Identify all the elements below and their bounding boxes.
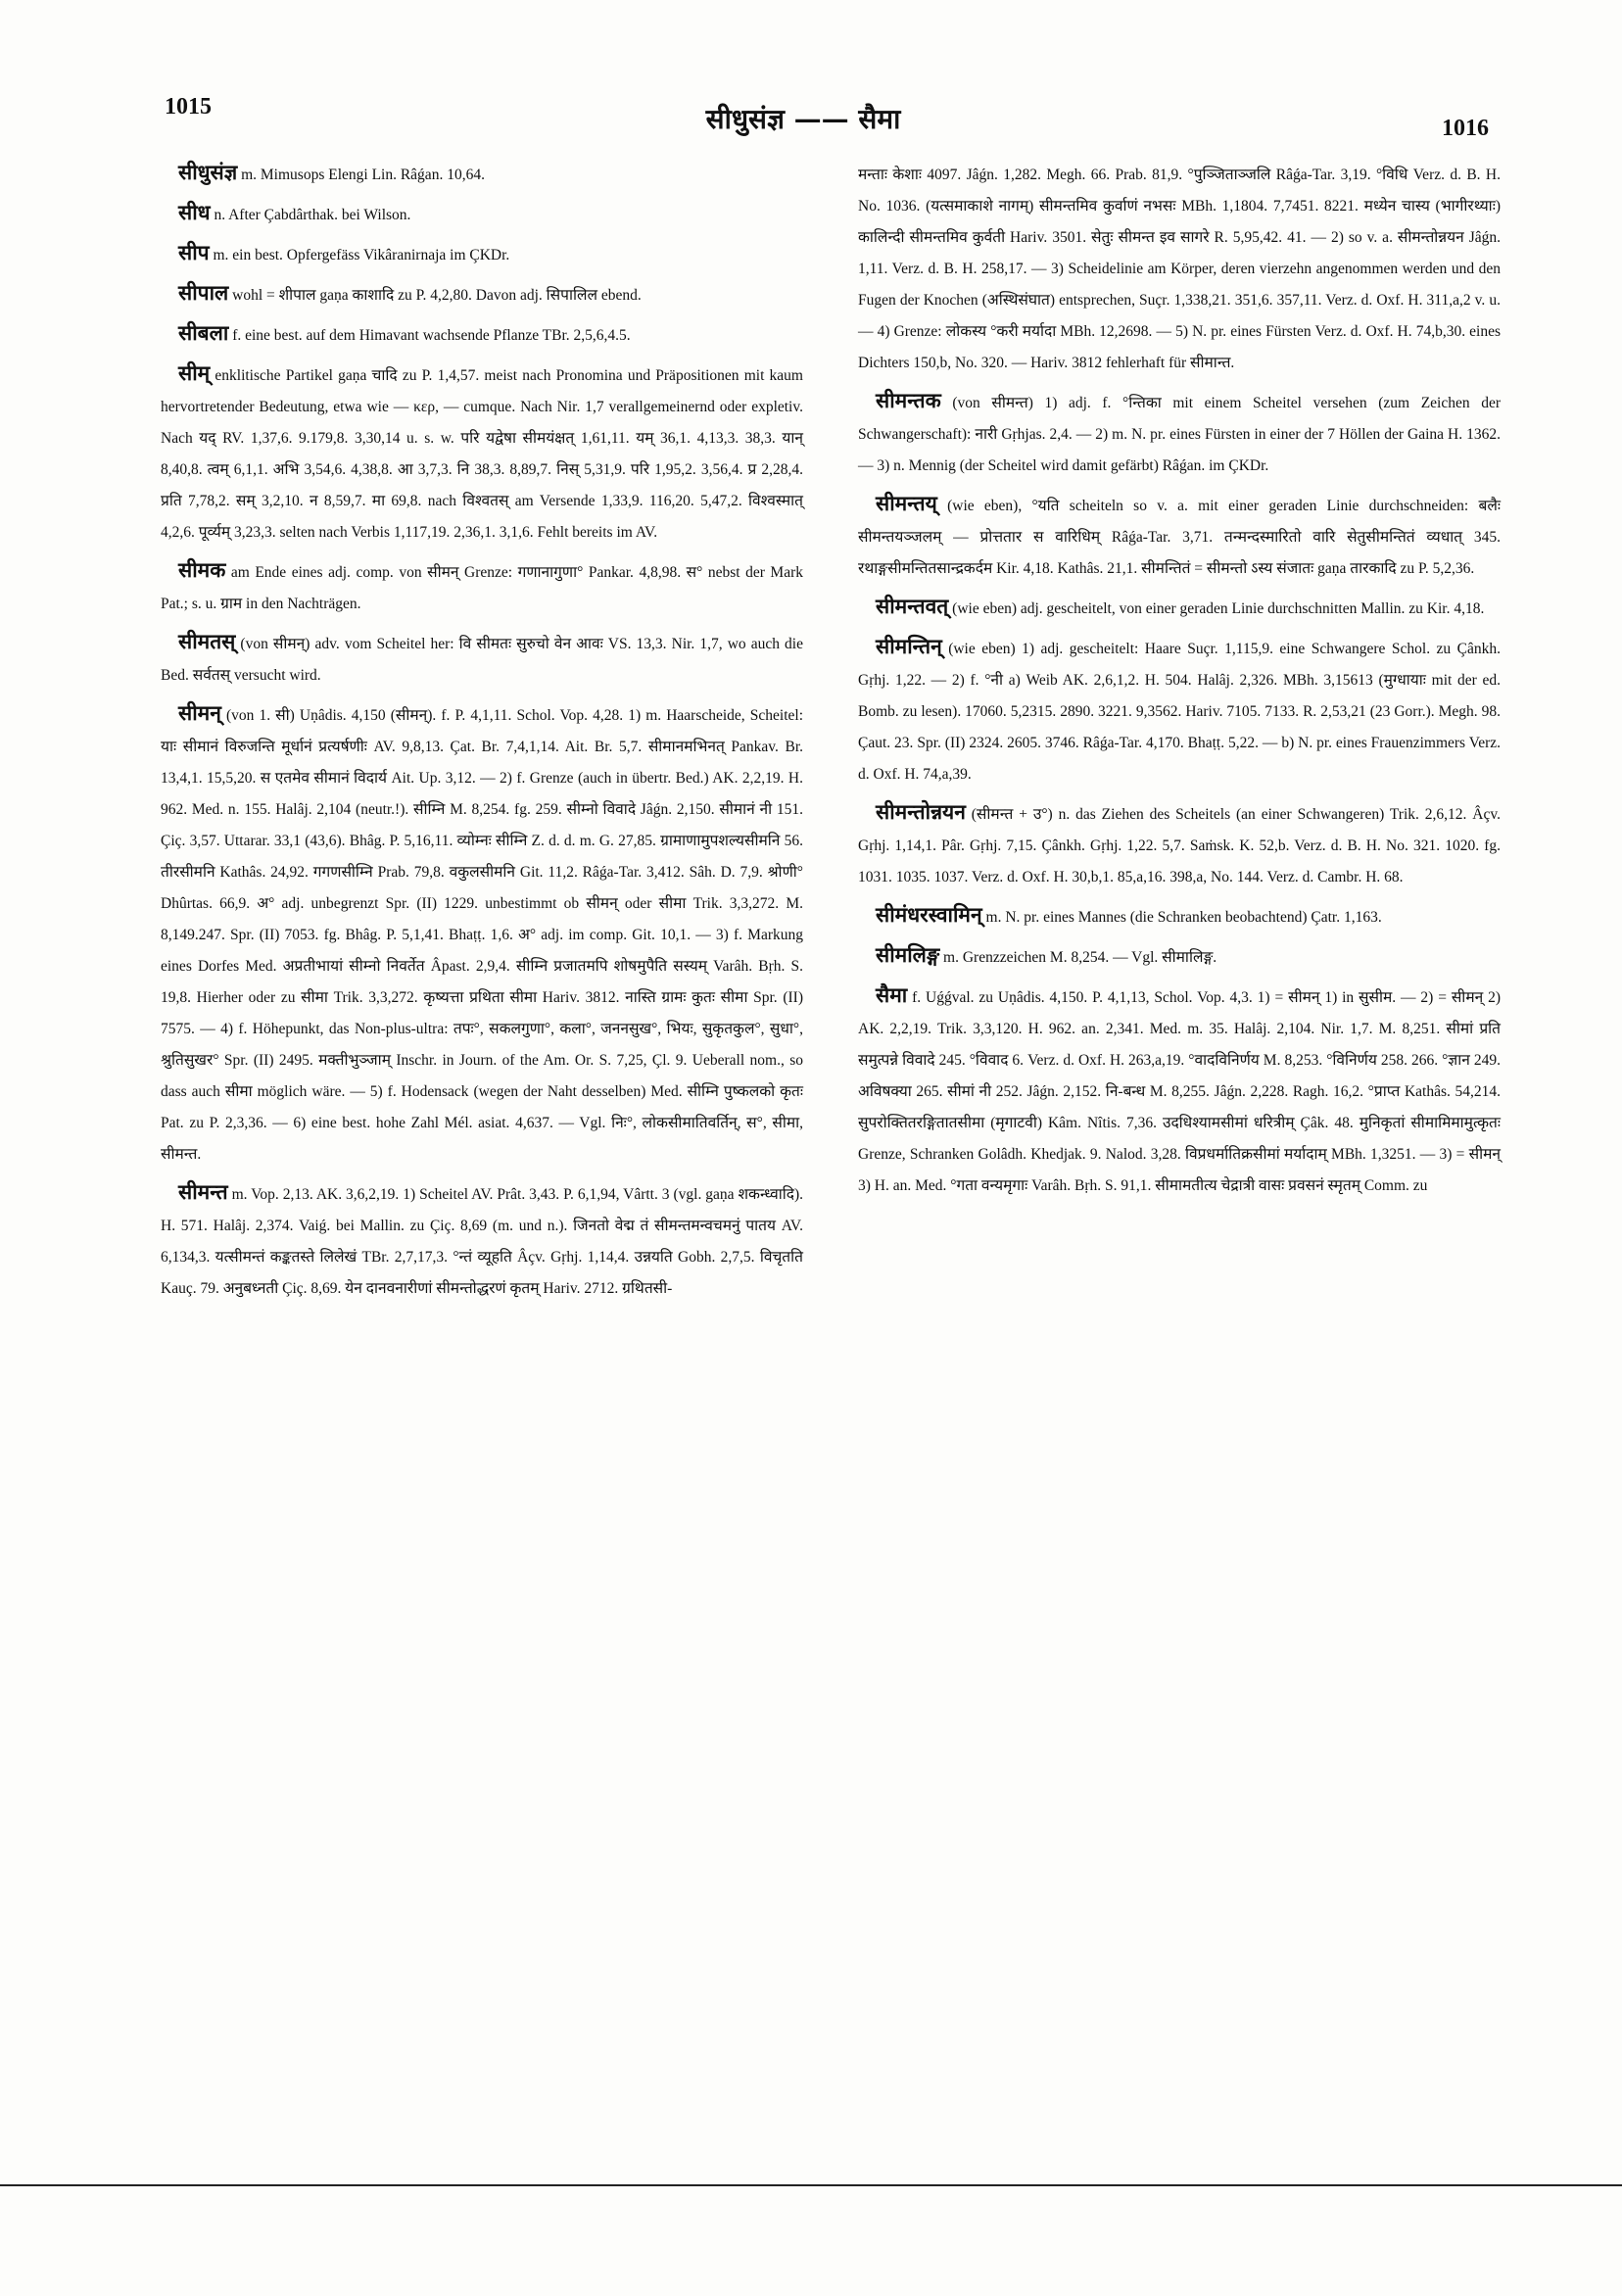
entry-text: (von 1. सी) Uṇâdis. 4,150 (सीमन्). f. P. 4,1,11. Schol. Vop. 4,28. 1) m. Haarscheide, Scheitel: याः सीमानं विरुजन्ति मूर्धानं प्रत्यर्षणीः AV. 9,8,13. Çat. Br. 7,4,1,14. Ait. Br. 5,7. सीमानमभिनत् Pankav. Br. 13,4,1. 15,5,20. स एतमेव सीमानं विदार्य Ait. Up. 3,12. — 2) f. Grenze (auch in übertr. Bed.) AK. 2,2,19. H. 962. Med. n. 155. Halâj. 2,104 (neutr.!). सीम्नि M. 8,254. fg. 259. सीम्नो विवादे Jâǵn. 2,150. सीमानं नी 151. Çiç. 3,57. Uttarar. 33,1 (43,6). Bhâg. P. 5,16,11. व्योम्नः सीम्नि Z. d. d. m. G. 27,85. ग्रामाणामुपशल्यसीमनि 56. तीरसीमनि Kathâs. 24,92. गगणसीम्नि Prab. 79,8. वकुलसीमनि Git. 11,2. Râǵa-Tar. 3,412. Sâh. D. 7,9. श्रोणी° Dhûrtas. 66,9. अ° adj. unbegrenzt Spr. (II) 1229. unbestimmt ob सीमन् oder सीमा Trik. 3,3,272. M. 8,149.247. Spr. (II) 7053. fg. Bhâg. P. 5,1,41. Bhaṭṭ. 1,6. अ° adj. im comp. Git. 10,1. — 3) f. Markung eines Dorfes Med. अप्रतीभायां सीम्नो निवर्तेत Âpast. 2,9,4. सीम्नि प्रजातमपि शोषमुपैति सस्यम् Varâh. Bṛh. S. 19,8. Hierher oder zu सीमा Trik. 3,3,272. कृष्यत्ता प्रथिता सीमा Hariv. 3812. नास्ति ग्रामः कुतः सीमा Spr. (II) 7575. — 4) f. Höhepunkt, das Non-plus-ultra: तपः°, सकलगुणा°, कला°, जननसुख°, भियः, सुकृतकुल°, सुधा°, श्रुतिसुखर° Spr. (II) 2495. मक्तीभुञ्जाम् Inschr. in Journ. of the Am. Or. S. 7,25, Çl. 9. Ueberall nom., so dass auch सीमा möglich wäre. — 5) f. Hodensack (wegen der Naht desselben) Med. सीम्नि पुष्कलको कृतः Pat. zu P. 2,3,36. — 6) eine best. hohe Zahl Mél. asiat. 4,637. — Vgl. निः°, लोकसीमातिवर्तिन्, स°, सीमा, सीमन्त. <box>161 707 803 1163</box>
entry-text: (wie eben) adj. gescheitelt, von einer geraden Linie durchschnitten Mallin. zu Kir. 4,18. <box>948 600 1485 617</box>
dictionary-entry <box>858 631 1501 790</box>
dictionary-entry <box>858 488 1501 585</box>
entry-headword: सीमन्तोन्नयन <box>876 800 966 824</box>
entry-headword: सीमन् <box>178 701 221 725</box>
entry-text: (von सीमन्) adv. vom Scheitel her: वि सीमतः सुरुचो वेन आवः VS. 13,3. Nir. 1,7, wo auch die Bed. सर्वतस् versucht wird. <box>161 636 803 684</box>
dictionary-entry <box>858 939 1501 974</box>
entry-text: f. eine best. auf dem Himavant wachsende Pflanze TBr. 2,5,6,4.5. <box>228 327 631 344</box>
dictionary-entry <box>858 980 1501 1202</box>
entry-text: m. N. pr. eines Mannes (die Schranken beobachtend) Çatr. 1,163. <box>981 909 1382 926</box>
entry-text: am Ende eines adj. comp. von सीमन् Grenze: गणानागुणा° Pankar. 4,8,98. स° nebst der Mark Pat.; s. u. ग्राम in den Nachträgen. <box>161 564 803 612</box>
dictionary-entry <box>858 385 1501 482</box>
entry-headword: सीमलिङ्ग <box>876 943 940 967</box>
entry-headword: सीधुसंज्ञ <box>178 161 238 184</box>
dictionary-entry <box>858 796 1501 893</box>
entry-text: wohl = शीपाल gaṇa काशादि zu P. 4,2,80. Davon adj. सिपालिल ebend. <box>228 287 642 304</box>
entry-text: m. ein best. Opfergefäss Vikâranirnaja im ÇKDr. <box>209 247 510 263</box>
right-column <box>858 157 1501 1208</box>
dictionary-entry-continued <box>858 157 1501 379</box>
dictionary-entry <box>161 237 803 271</box>
entry-headword: सैमा <box>876 983 908 1007</box>
dictionary-entry <box>161 554 803 620</box>
dictionary-entry <box>161 697 803 1171</box>
entry-headword: सीमंधरस्वामिन् <box>876 903 982 927</box>
dictionary-entry <box>161 1176 803 1305</box>
dictionary-entry <box>161 277 803 311</box>
bottom-rule <box>0 2184 1622 2186</box>
dictionary-entry <box>161 317 803 352</box>
entry-text: (von सीमन्त) 1) adj. f. °न्तिका mit einem Scheitel versehen (zum Zeichen der Schwangerschaft): नारी Gṛhjas. 2,4. — 2) m. N. pr. eines Fürsten in einer der 7 Höllen der Gaina H. 1362. — 3) n. Mennig (der Scheitel wird damit gefärbt) Râǵan. im ÇKDr. <box>858 395 1501 474</box>
entry-headword: सीमतस् <box>178 630 236 653</box>
entry-headword: सीमन्तवत् <box>876 595 949 618</box>
entry-text: n. After Çabdârthak. bei Wilson. <box>210 207 411 223</box>
dictionary-entry <box>161 197 803 231</box>
entry-headword: सीमन्तिन् <box>876 635 942 658</box>
entry-text: enklitische Partikel gaṇa चादि zu P. 1,4,57. meist nach Pronomina und Präpositionen mit kaum hervortretender Bedeutung, etwa wie — κερ, — cumque. Nach Nir. 1,7 verallgemeinernd oder expletiv. Nach यद् RV. 1,37,6. 9.179,8. 3,30,14 u. s. w. परि यद्वेषा सीमयंक्षत् 1,61,11. यम् 36,1. 4,13,3. 38,3. यान् 8,40,8. त्वम् 6,1,1. अभि 3,54,6. 4,38,8. आ 3,7,3. नि 38,3. 8,89,7. निस् 5,31,9. परि 1,95,2. 3,56,4. प्र 2,28,4. प्रति 7,78,2. सम् 3,2,10. न 8,59,7. मा 69,8. nach विश्वतस् am Versende 1,33,9. 116,20. 5,47,2. विश्वस्मात् 4,2,6. पूर्व्यम् 3,23,3. selten nach Verbis 1,117,19. 2,36,1. 3,1,6. Fehlt bereits im AV. <box>161 367 803 541</box>
page-number-right: 1016 <box>1442 116 1489 141</box>
entry-text: (सीमन्त + उ°) n. das Ziehen des Scheitels (an einer Schwangeren) Trik. 2,6,12. Âçv. Gṛhj. 1,14,1. Pâr. Gṛhj. 7,15. Çânkh. Gṛhj. 1,22. 5,7. Saṁsk. K. 52,b. Verz. d. B. H. No. 321. 1020. fg. 1031. 1035. 1037. Verz. d. Oxf. H. 30,b,1. 85,a,16. 398,a, No. 144. Verz. d. Cambr. H. 68. <box>858 806 1501 885</box>
page-number-left: 1015 <box>165 94 212 120</box>
entry-text: मन्ताः केशाः 4097. Jâǵn. 1,282. Megh. 66. Prab. 81,9. °पुञ्जिताञ्जलि Râǵa-Tar. 3,19. °विधि Verz. d. B. H. No. 1036. (यत्समाकाशे नागम्) सीमन्तमिव कुर्वाणं नभसः MBh. 1,1804. 7,7451. 8221. मध्येन चास्य (भागीरथ्याः) कालिन्दी सीमन्तमिव कुर्वती Hariv. 3501. सेतुः सीमन्त इव सागरे R. 5,95,42. 41. — 2) so v. a. सीमन्तोन्नयन Jâǵn. 1,11. Verz. d. B. H. 258,17. — 3) Scheidelinie am Körper, deren vierzehn angenommen werden und den Fugen der Knochen (अस्थिसंघात) entsprechen, Suçr. 1,338,21. 351,6. 357,11. Verz. d. Oxf. H. 311,a,2 v. u. — 4) Grenze: लोकस्य °करी मर्यादा MBh. 12,2698. — 5) N. pr. eines Fürsten Verz. d. Oxf. H. 74,b,30. eines Dichters 150,b, No. 320. — Hariv. 3812 fehlerhaft für सीमान्त. <box>858 167 1501 371</box>
entry-text: m. Vop. 2,13. AK. 3,6,2,19. 1) Scheitel AV. Prât. 3,43. P. 6,1,94, Vârtt. 3 (vgl. gaṇa शकन्ध्वादि). H. 571. Halâj. 2,374. Vaiǵ. bei Mallin. zu Çiç. 8,69 (m. und n.). जिनतो वेद्म तं सीमन्तमन्वचमनुं पातय AV. 6,134,3. यत्सीमन्तं कङ्कतस्ते लिलेखं TBr. 2,7,17,3. °न्तं व्यूहति Âçv. Gṛhj. 1,14,4. उन्नयति Gobh. 2,7,5. विचृतति Kauç. 79. अनुबध्नती Çiç. 8,69. येन दानवनारीणां सीमन्तोद्धरणं कृतम् Hariv. 2712. ग्रथितसी- <box>161 1186 803 1297</box>
left-column <box>161 157 803 1311</box>
entry-text: (wie eben) 1) adj. gescheitelt: Haare Suçr. 1,115,9. eine Schwangere Schol. zu Çânkh. Gṛhj. 1,22. — 2) f. °नी a) Weib AK. 2,6,1,2. H. 504. Halâj. 2,326. MBh. 3,15613 (मुग्धायाः mit der ed. Bomb. zu lesen). 17060. 5,2315. 2890. 3221. 9,3562. Hariv. 7105. 7133. R. 2,53,21 (23 Gorr.). Megh. 98. Çaut. 23. Spr. (II) 2324. 2605. 3746. Râǵa-Tar. 4,170. Bhaṭṭ. 5,22. — b) N. pr. eines Frauenzimmers Verz. d. Oxf. H. 74,a,39. <box>858 641 1501 783</box>
entry-headword: सीमन्त <box>178 1180 228 1204</box>
entry-headword: सीमन्तक <box>876 389 941 412</box>
dictionary-entry <box>161 626 803 692</box>
entry-headword: सीपाल <box>178 281 229 305</box>
entry-headword: सीमक <box>178 558 226 582</box>
entry-text: m. Grenzzeichen M. 8,254. — Vgl. सीमालिङ्ग. <box>939 949 1217 966</box>
entry-text: m. Mimusops Elengi Lin. Râǵan. 10,64. <box>237 167 485 183</box>
entry-headword: सीध <box>178 201 211 224</box>
dictionary-entry <box>858 591 1501 625</box>
entry-headword: सीप <box>178 241 210 264</box>
entry-headword: सीबला <box>178 321 229 345</box>
entry-headword: सीमन्तय् <box>876 492 937 515</box>
dictionary-entry <box>161 157 803 191</box>
entry-headword: सीम् <box>178 361 211 385</box>
entry-text: (wie eben), °यति scheiteln so v. a. mit einer geraden Linie durchschneiden: बलैः सीमन्तयञ्जलम् — प्रोत्ततार स वारिधिम् Râǵa-Tar. 3,71. तन्मन्दस्मारितो वारि सेतुसीमन्तितं व्यधात् 345. रथाङ्गसीमन्तितसान्द्रकर्दम Kir. 4,18. Kathâs. 21,1. सीमन्तितं = सीमन्तो ऽस्य संजातः gaṇa तारकादि zu P. 5,2,36. <box>858 498 1501 577</box>
dictionary-entry <box>161 358 803 549</box>
dictionary-entry <box>858 899 1501 933</box>
running-head: सीधुसंज्ञ —— सैमा <box>705 103 901 135</box>
entry-text: f. Uǵǵval. zu Uṇâdis. 4,150. P. 4,1,13, Schol. Vop. 4,3. 1) = सीमन् 1) in सुसीम. — 2) = सीमन् 2) AK. 2,2,19. Trik. 3,3,120. H. 962. an. 2,341. Med. m. 35. Halâj. 2,104. Nir. 1,7. M. 8,251. सीमां प्रति समुत्पन्ने विवादे 245. °विवाद 6. Verz. d. Oxf. H. 263,a,19. °वादविनिर्णय M. 8,253. °विनिर्णय 258. 266. °ज्ञान 249. अविषक्या 265. सीमां नी 252. Jâǵn. 2,152. नि-बन्ध M. 8,255. Jâǵn. 2,228. Ragh. 16,2. °प्राप्त Kathâs. 54,214. सुपरोक्तितरङ्गितातसीमा (मृगाटवी) Kâm. Nîtis. 7,36. उदधिश्यामसीमां धरित्रीम् Çâk. 48. मुनिकृतां सीमामिमामुत्कृतः Grenze, Schranken Golâdh. Khedjak. 9. Nalod. 3,28. विप्रधर्मातिक्रसीमां मर्यादाम् MBh. 1,3251. — 3) = सीमन् 3) H. an. Med. °गता वन्यमृगाः Varâh. Bṛh. S. 91,1. सीमामतीत्य चेद्रात्री वासः प्रवसनं स्मृतम् Comm. zu <box>858 989 1501 1194</box>
